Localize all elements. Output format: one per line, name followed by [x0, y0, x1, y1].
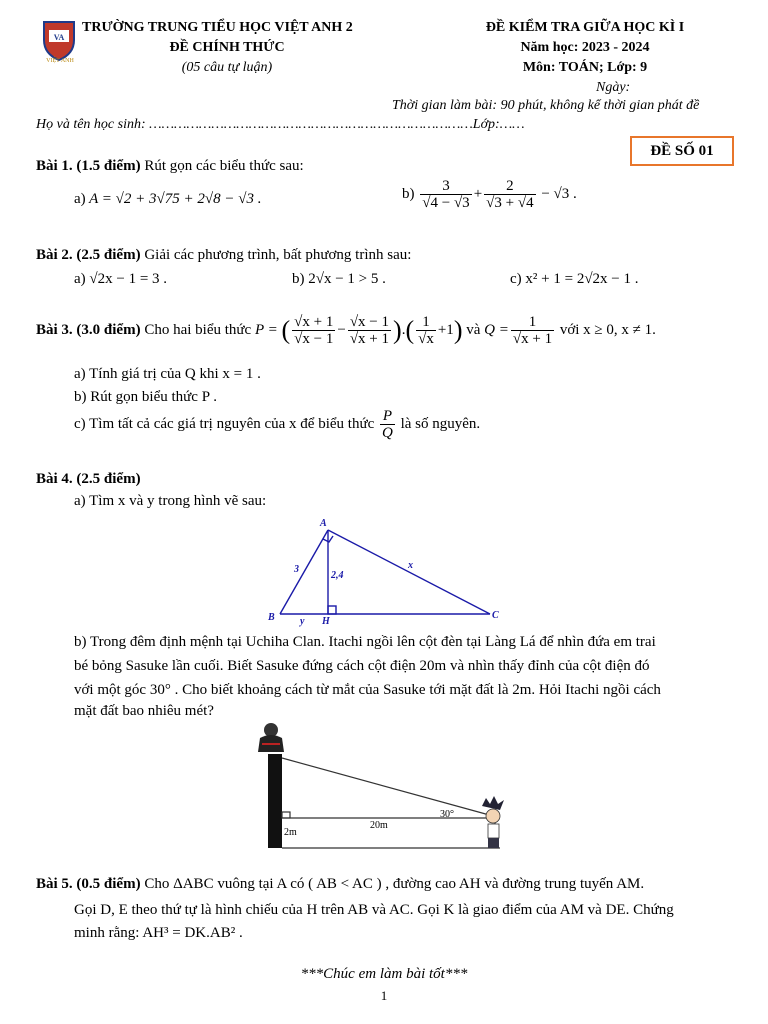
- bai4-b-line4: mặt đất bao nhiêu mét?: [74, 703, 214, 719]
- bai3-c-frac: [380, 408, 395, 441]
- bai3-f3-den: √x: [418, 331, 434, 347]
- pole-figure: [250, 720, 520, 852]
- exam-title: ĐỀ KIỂM TRA GIỮA HỌC KÌ I: [485, 20, 685, 35]
- bai3-q-den: √x + 1: [512, 331, 553, 347]
- official-label: ĐỀ CHÍNH THỨC: [169, 40, 285, 55]
- bai2-b: b) 2√x − 1 > 5 .: [292, 271, 386, 287]
- fig1-C: C: [492, 610, 499, 621]
- bai1-b-num2: 2: [506, 178, 514, 194]
- bai3-c-post: là số nguyên.: [400, 416, 481, 432]
- bai3-f3: [416, 314, 436, 347]
- bai2-title: Bài 2. (2.5 điểm): [36, 247, 141, 263]
- bai5-line1-text: Cho ΔABC vuông tại A có ( AB < AC ) , đường cao AH và đường trung tuyến AM.: [140, 876, 645, 892]
- bai3-a: a) Tính giá trị của Q khi x = 1 .: [74, 366, 261, 382]
- fig2-distance: 20m: [370, 820, 388, 831]
- bai1-desc: Rút gọn các biểu thức sau:: [140, 158, 304, 174]
- bai5-line2: Gọi D, E theo thứ tự là hình chiếu của H trên AB và AC. Gọi K là giao điểm của AM và DE. Chứng: [74, 902, 674, 918]
- itachi-icon: [258, 723, 284, 752]
- fig1-ac: x: [408, 560, 413, 571]
- bai1-b: b) $\frac{3}{√4 - √3}$ + $\frac{2}{√3 + √4}$ − √3 .: [402, 178, 577, 211]
- bai1-a: [74, 191, 261, 208]
- bai2-a: a) √2x − 1 = 3 .: [74, 271, 168, 287]
- bai4-b-line3: với một góc 30° . Cho biết khoảng cách từ mắt của Sasuke tới mặt đất là 2m. Hỏi Itachi ngồi cách: [74, 682, 661, 698]
- bai5-line1: [36, 876, 644, 893]
- bai3-q-lhs: Q =: [484, 322, 509, 338]
- page-number: 1: [380, 988, 388, 1003]
- subject: Môn: TOÁN; Lớp: 9: [522, 60, 648, 75]
- bai3-c-pre: c) Tìm tất cả các giá trị nguyên của x để biểu thức: [74, 416, 375, 432]
- logo-badge: VA: [53, 33, 65, 42]
- bai1-a-label: a): [74, 191, 86, 207]
- bai4-a: a) Tìm x và y trong hình vẽ sau:: [74, 493, 267, 509]
- bai3-f2-num: √x − 1: [349, 314, 390, 330]
- bai3-c-num: P: [382, 408, 392, 424]
- bai3-statement: Bài 3. (3.0 điểm) Cho hai biểu thức P = ( $\frac{√x + 1}{√x - 1}$ − $\frac{√x - 1}{√x + 1}$ ).( $\frac{1}{√x}$ +1) và Q = $\frac{1}{√x + 1}$ với x ≥ 0, x ≠ 1.: [36, 314, 656, 347]
- fig1-bh: y: [300, 616, 305, 627]
- bai3-f2-den: √x + 1: [349, 331, 390, 347]
- bai2-c: c) x² + 1 = 2√2x − 1 .: [510, 271, 639, 287]
- bai1-b-tail: − √3 .: [541, 186, 577, 202]
- triangle-figure: [262, 514, 512, 632]
- bai1-a-expr: A = √2 + 3√75 + 2√8 − √3 .: [89, 191, 262, 207]
- bai4-title: Bài 4. (2.5 điểm): [36, 471, 141, 487]
- bai3-f1-num: √x + 1: [294, 314, 334, 330]
- bai1-b-den2: √3 + √4: [486, 195, 534, 211]
- exam-code-box: ĐỀ SỐ 01: [630, 136, 734, 166]
- bai3-f1: [292, 314, 335, 347]
- bai3-p-lhs: P =: [254, 322, 278, 338]
- bai3-and: và: [466, 322, 481, 338]
- exam-date: Ngày:: [596, 80, 631, 95]
- fig1-ah: 2,4: [331, 570, 344, 581]
- bai1-b-label: b): [402, 186, 415, 202]
- bai3-b: b) Rút gọn biểu thức P .: [74, 389, 217, 405]
- school-year: Năm học: 2023 - 2024: [520, 40, 650, 55]
- bai4-b-line2: bé bỏng Sasuke lần cuối. Biết Sasuke đứng cách cột điện 20m và nhìn thấy đỉnh của cột điện đó: [74, 658, 650, 674]
- bai1-b-den1: √4 − √3: [422, 195, 470, 211]
- fig1-B: B: [268, 612, 275, 623]
- bai1-heading: [36, 158, 304, 175]
- duration: Thời gian làm bài: 90 phút, không kể thời gian phát đề: [392, 98, 700, 113]
- bai3-f1-den: √x − 1: [294, 331, 334, 347]
- fig1-H: H: [322, 616, 330, 627]
- bai1-b-frac2: [484, 178, 535, 211]
- bai1-b-num1: 3: [442, 178, 450, 194]
- bai3-q-num: 1: [528, 314, 537, 330]
- bai1-b-frac1: [420, 178, 471, 211]
- fig1-A: A: [320, 518, 327, 529]
- sasuke-icon: [482, 796, 504, 848]
- bai3-q-frac: [511, 314, 554, 347]
- logo-text: VIỆT ANH: [46, 58, 74, 64]
- bai3-desc: Cho hai biểu thức: [140, 322, 252, 338]
- bai3-title: Bài 3. (3.0 điểm): [36, 322, 141, 338]
- school-name: TRƯỜNG TRUNG TIỂU HỌC VIỆT ANH 2: [82, 20, 353, 35]
- bai1-title: Bài 1. (1.5 điểm): [36, 158, 141, 174]
- bai3-c-den: Q: [381, 425, 393, 441]
- student-line: Họ và tên học sinh: ……………………………………………………………………Lớp:……: [36, 117, 525, 132]
- bai2-desc: Giải các phương trình, bất phương trình sau:: [140, 247, 412, 263]
- bai3-c: [74, 408, 480, 441]
- bai3-cond: với x ≥ 0, x ≠ 1.: [559, 322, 656, 338]
- bai5-title: Bài 5. (0.5 điểm): [36, 876, 141, 892]
- bai2-heading: [36, 247, 411, 264]
- format-label: (05 câu tự luận): [181, 60, 273, 75]
- bai3-f2: [348, 314, 391, 347]
- school-logo: [40, 18, 78, 68]
- bai4-b-line1: b) Trong đêm định mệnh tại Uchiha Clan. Itachi ngồi lên cột đèn tại Làng Lá để nhìn đứa em trai: [74, 634, 656, 650]
- fig1-ab: 3: [294, 564, 299, 575]
- fig2-angle: 30°: [440, 809, 454, 820]
- fig2-height: 2m: [284, 827, 297, 838]
- bai5-line3: minh rằng: AH³ = DK.AB² .: [74, 925, 243, 941]
- bai3-f3-num: 1: [422, 314, 430, 330]
- footer-wish: ***Chúc em làm bài tốt***: [300, 966, 468, 982]
